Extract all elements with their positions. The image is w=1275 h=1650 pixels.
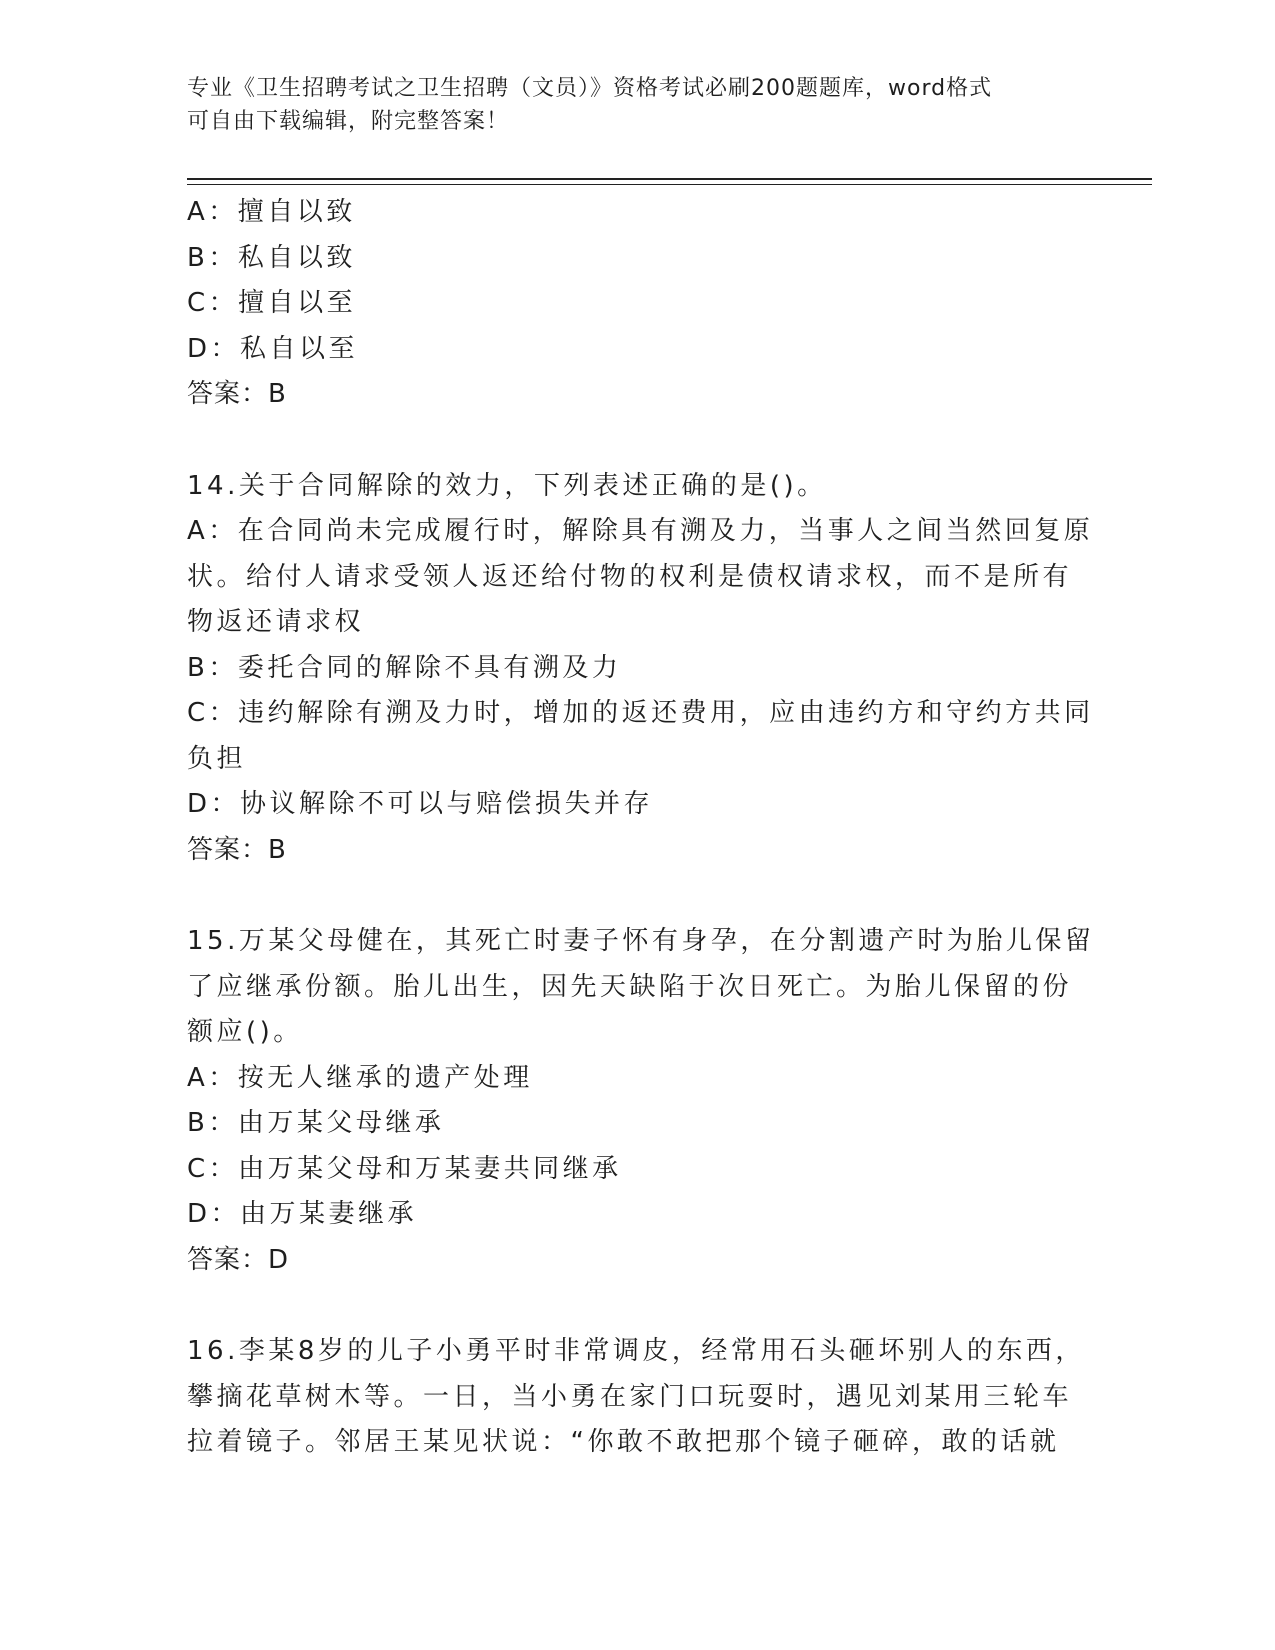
spacer <box>187 873 1087 919</box>
option-a: A：在合同尚未完成履行时，解除具有溯及力，当事人之间当然回复原 <box>187 516 1094 546</box>
option-a: A：擅自以致 <box>187 197 356 227</box>
answer-line: 答案：B <box>187 834 287 865</box>
question-list <box>187 190 1095 1466</box>
header-divider-thick <box>187 178 1152 180</box>
option-a: A：按无人继承的遗产处理 <box>187 1062 533 1093</box>
option-d: D：私自以至 <box>187 333 359 364</box>
question-13-block <box>187 190 1087 418</box>
question-stem-continued: 了应继承份额。胎儿出生，因先天缺陷于次日死亡。为胎儿保留的份 <box>187 971 1073 1002</box>
question-stem-continued: 拉着镜子。邻居王某见状说：“你敢不敢把那个镜子砸碎，敢的话就 <box>187 1427 1060 1457</box>
option-a-continued: 物返还请求权 <box>187 607 365 637</box>
header-title-line-1: 专业《卫生招聘考试之卫生招聘（文员）》资格考试必刷200题题库，word格式 <box>187 76 993 101</box>
spacer <box>187 1283 1087 1329</box>
option-c: C：擅自以至 <box>187 288 357 318</box>
document-header <box>187 72 1087 138</box>
option-c: C：由万某父母和万某妻共同继承 <box>187 1153 622 1184</box>
question-15-block <box>187 919 1095 1283</box>
question-16-block <box>187 1329 1087 1466</box>
option-b: B：由万某父母继承 <box>187 1108 445 1138</box>
option-b: B：委托合同的解除不具有溯及力 <box>187 652 622 683</box>
question-stem: 16.李某8岁的儿子小勇平时非常调皮，经常用石头砸坏别人的东西， <box>187 1336 1085 1366</box>
option-d: D：由万某妻继承 <box>187 1199 418 1229</box>
answer-line: 答案：D <box>187 1244 290 1275</box>
question-stem: 15.万某父母健在，其死亡时妻子怀有身孕，在分割遗产时为胎儿保留 <box>187 926 1095 956</box>
spacer <box>187 418 1087 464</box>
option-d: D：协议解除不可以与赔偿损失并存 <box>187 789 654 819</box>
option-c-continued: 负担 <box>187 743 247 774</box>
header-divider-thin <box>187 184 1152 185</box>
option-b: B：私自以致 <box>187 242 356 273</box>
question-14-block <box>187 464 1094 874</box>
question-stem-continued: 攀摘花草树木等。一日，当小勇在家门口玩耍时，遇见刘某用三轮车 <box>187 1381 1073 1412</box>
answer-line: 答案：B <box>187 379 287 409</box>
header-title-line-2: 可自由下载编辑，附完整答案！ <box>187 109 510 134</box>
option-a-continued: 状。给付人请求受领人返还给付物的权利是债权请求权，而不是所有 <box>187 561 1073 592</box>
question-stem: 14.关于合同解除的效力，下列表述正确的是()。 <box>187 470 827 501</box>
question-stem-continued: 额应()。 <box>187 1017 303 1047</box>
option-c: C：违约解除有溯及力时，增加的返还费用，应由违约方和守约方共同 <box>187 698 1094 728</box>
